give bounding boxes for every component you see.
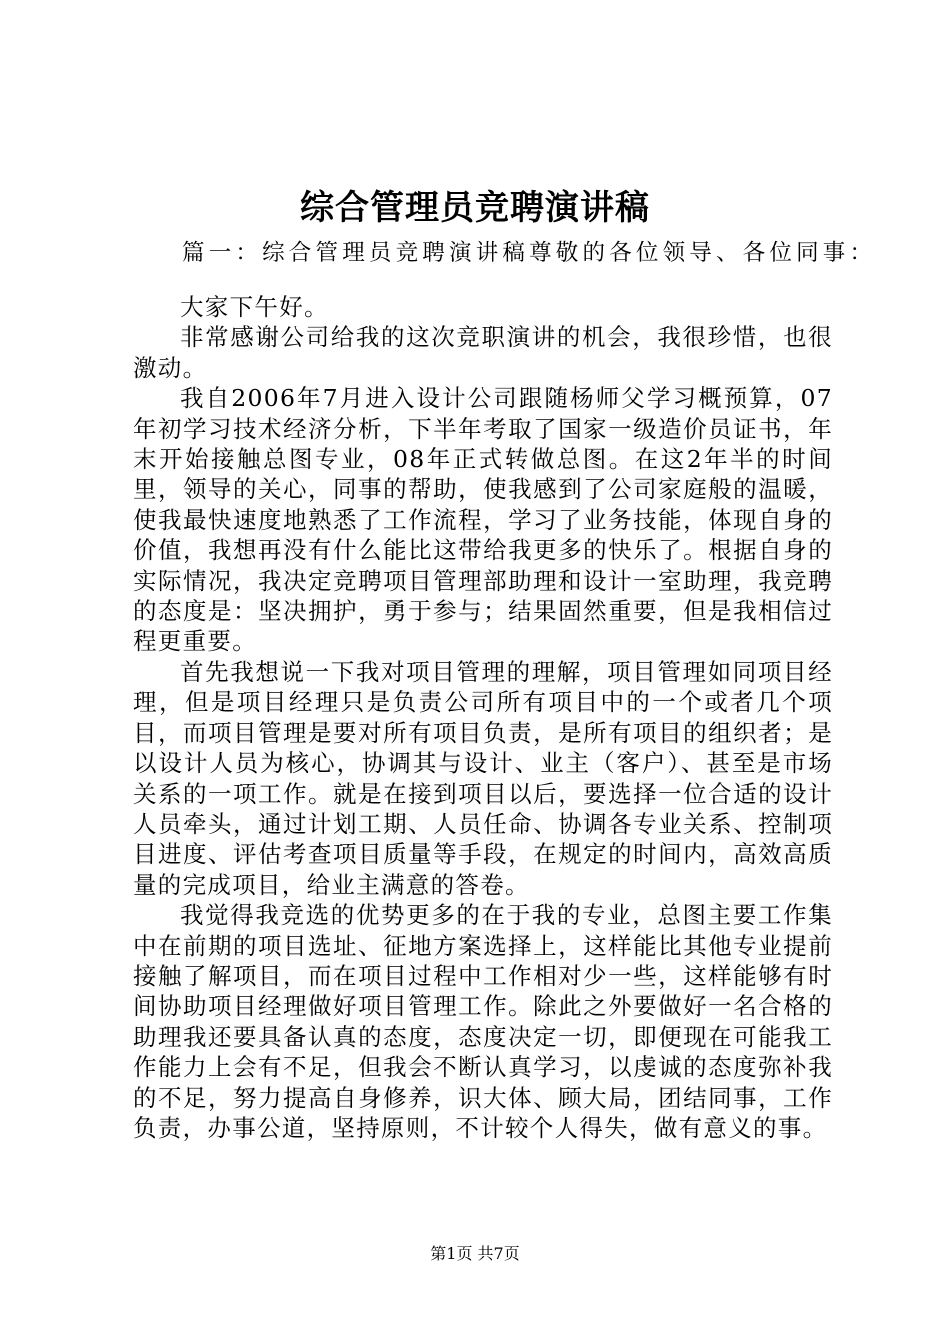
paragraph-thanks: 非常感谢公司给我的这次竞职演讲的机会，我很珍惜，也很激动。 bbox=[133, 323, 833, 382]
page-number-footer: 第1页 共7页 bbox=[430, 1244, 520, 1263]
paragraph-greeting: 大家下午好。 bbox=[180, 293, 329, 321]
document-subtitle: 篇一：综合管理员竞聘演讲稿尊敬的各位领导、各位同事： bbox=[182, 240, 877, 266]
document-title: 综合管理员竞聘演讲稿 bbox=[300, 188, 650, 228]
document-body bbox=[133, 292, 833, 1143]
paragraph-understanding: 首先我想说一下我对项目管理的理解，项目管理如同项目经理，但是项目经理只是负责公司所有项目中的一个或者几个项目，而项目管理是要对所有项目负责，是所有项目的组织者；是以设计人员为核心，协调其与设计、业主（客户）、甚至是市场关系的一项工作。就是在接到项目以后，要选择一位合适的设计人员牵头，通过计划工期、人员任命、协调各专业关系、控制项目进度、评估考查项目质量等手段，在规定的时间内，高效高质量的完成项目，给业主满意的答卷。 bbox=[133, 657, 833, 899]
paragraph-background: 我自2006年7月进入设计公司跟随杨师父学习概预算，07年初学习技术经济分析，下半年考取了国家一级造价员证书，年末开始接触总图专业，08年正式转做总图。在这2年半的时间里，领导的关心，同事的帮助，使我感到了公司家庭般的温暖，使我最快速度地熟悉了工作流程，学习了业务技能，体现自身的价值，我想再没有什么能比这带给我更多的快乐了。根据自身的实际情况，我决定竞聘项目管理部助理和设计一室助理，我竞聘的态度是：坚决拥护，勇于参与；结果固然重要，但是我相信过程更重要。 bbox=[133, 384, 833, 656]
paragraph-advantages: 我觉得我竞选的优势更多的在于我的专业，总图主要工作集中在前期的项目选址、征地方案选择上，这样能比其他专业提前接触了解项目，而在项目过程中工作相对少一些，这样能够有时间协助项目经理做好项目管理工作。除此之外要做好一名合格的助理我还要具备认真的态度，态度决定一切，即便现在可能我工作能力上会有不足，但我会不断认真学习，以虔诚的态度弥补我的不足，努力提高自身修养，识大体、顾大局，团结同事，工作负责，办事公道，坚持原则，不计较个人得失，做有意义的事。 bbox=[133, 901, 833, 1142]
